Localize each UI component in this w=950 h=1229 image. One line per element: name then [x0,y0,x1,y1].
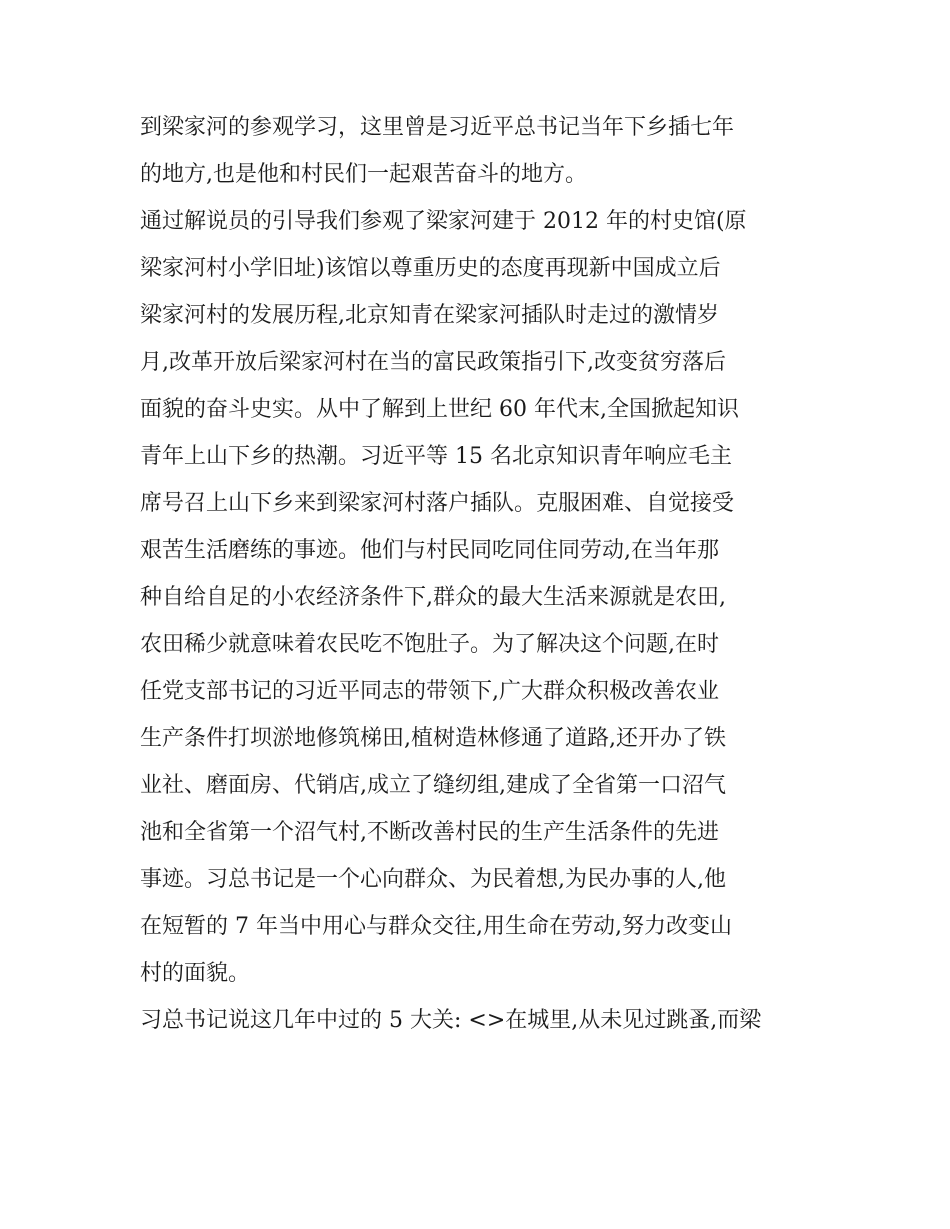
text-line: 梁家河村小学旧址)该馆以尊重历史的态度再现新中国成立后 [140,256,721,281]
text-line: 任党支部书记的习近平同志的带领下,广大群众积极改善农业 [140,679,719,704]
text-line: 月,改革开放后梁家河村在当的富民政策指引下,改变贫穷落后 [140,350,726,375]
text-line: 的地方,也是他和村民们一起艰苦奋斗的地方。 [140,162,587,187]
body-text [140,104,820,1044]
text-line: 农田稀少就意味着农民吃不饱肚子。为了解决这个问题,在时 [140,632,719,657]
text-line: 事迹。习总书记是一个心向群众、为民着想,为民办事的人,他 [140,867,726,892]
text-line: 青年上山下乡的热潮。习近平等 15 名北京知识青年响应毛主 [140,444,732,469]
text-line: 席号召上山下乡来到梁家河村落户插队。克服困难、自觉接受 [140,491,735,516]
text-line: 池和全省第一个沼气村,不断改善村民的生产生活条件的先进 [140,820,719,845]
text-line: 艰苦生活磨练的事迹。他们与村民同吃同住同劳动,在当年那 [140,538,719,563]
text-line: 梁家河村的发展历程,北京知青在梁家河插队时走过的激情岁 [140,303,719,328]
text-line: 生产条件打坝淤地修筑梯田,植树造林修通了道路,还开办了铁 [140,726,726,751]
text-line: 种自给自足的小农经济条件下,群众的最大生活来源就是农田, [140,585,726,610]
text-line: 通过解说员的引导我们参观了梁家河建于 2012 年的村史馆(原 [140,209,747,234]
text-line: 业社、磨面房、代销店,成立了缝纫组,建成了全省第一口沼气 [140,773,726,798]
text-line: 到梁家河的参观学习，这里曾是习近平总书记当年下乡插七年 [140,115,735,140]
text-line: 村的面貌。 [140,961,251,986]
text-line: 在短暂的 7 年当中用心与群众交往,用生命在劳动,努力改变山 [140,914,732,939]
text-line: 习总书记说这几年中过的 5 大关: <>在城里,从未见过跳蚤,而梁 [140,1008,762,1033]
text-line: 面貌的奋斗史实。从中了解到上世纪 60 年代末,全国掀起知识 [140,397,739,422]
